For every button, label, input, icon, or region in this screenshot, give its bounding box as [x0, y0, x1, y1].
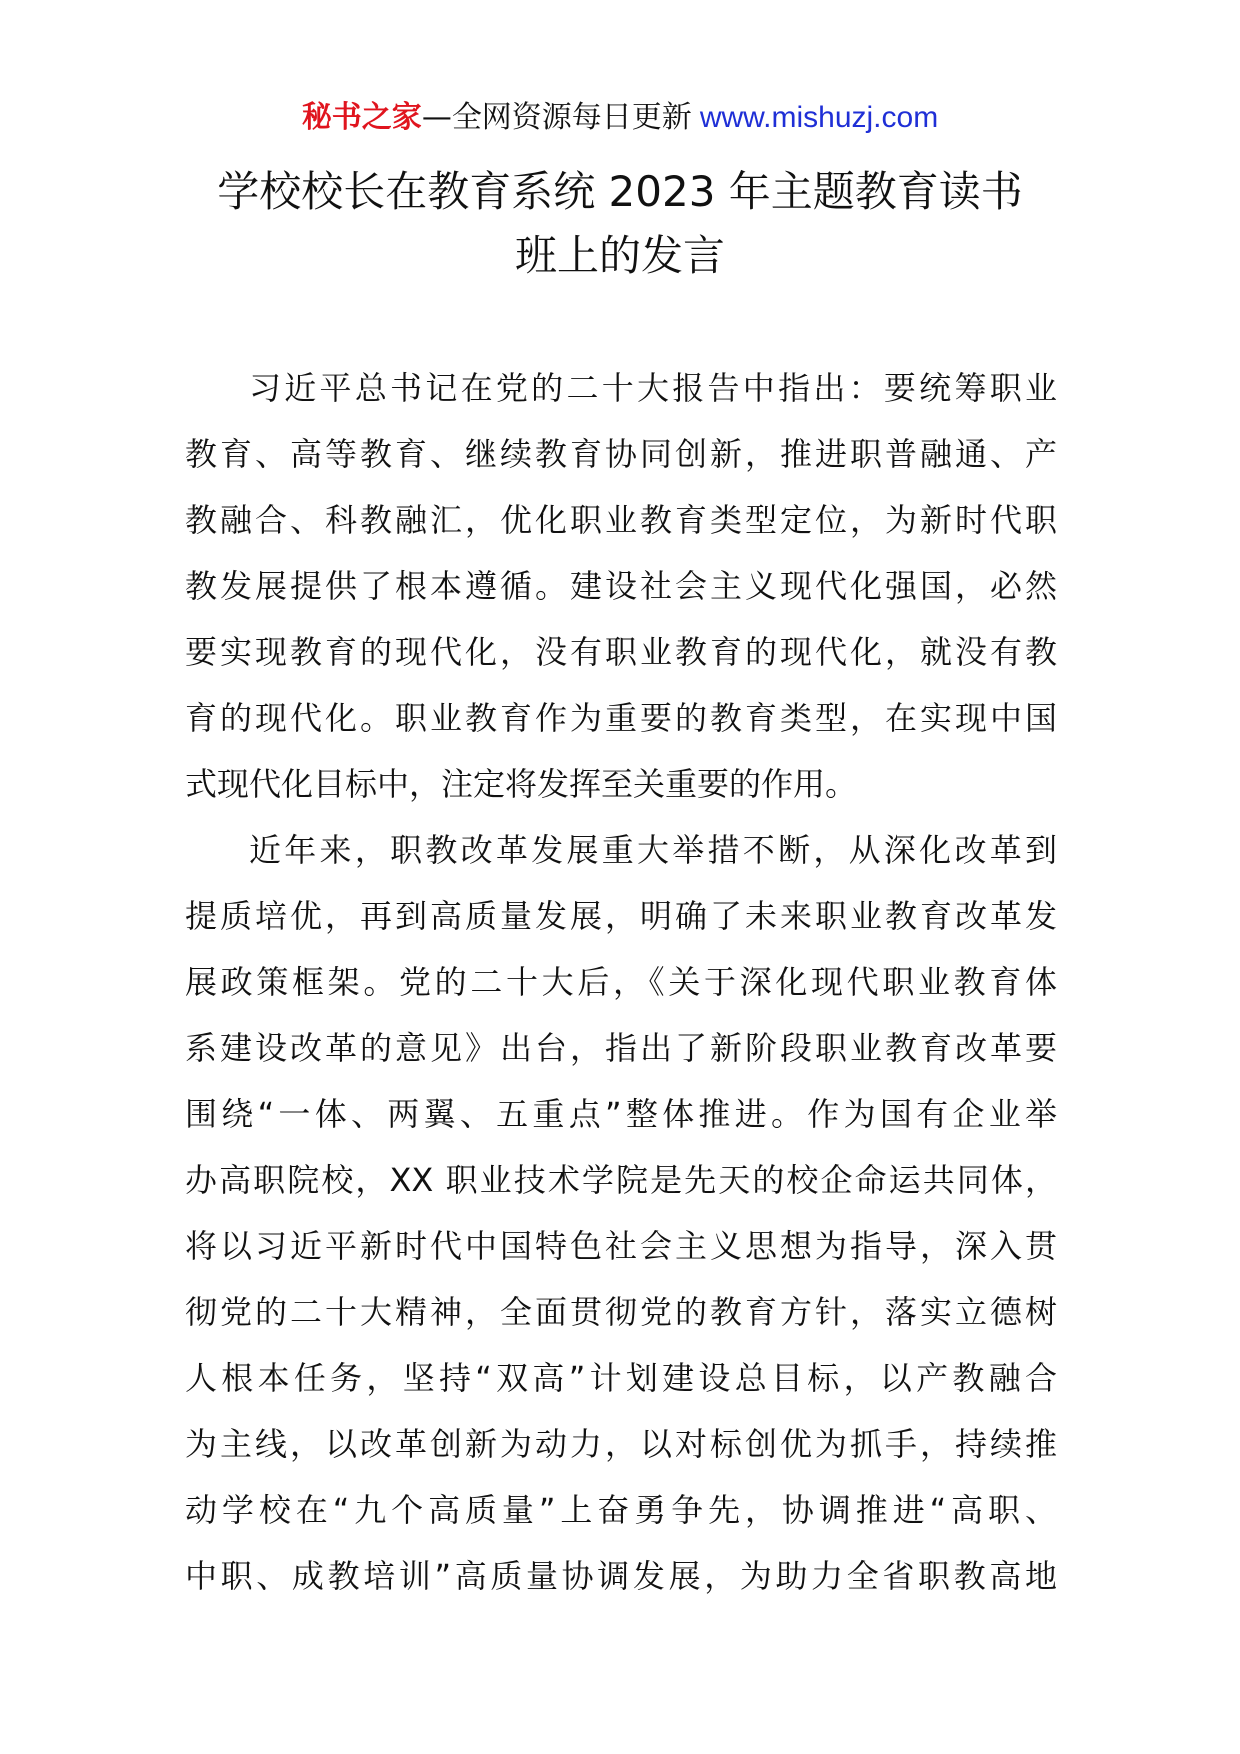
paragraph-line: 人根本任务，坚持“双高”计划建设总目标，以产教融合 [185, 1359, 1057, 1397]
paragraph-1 [185, 355, 1057, 817]
title-line-2: 班上的发言 [514, 231, 725, 280]
paragraph-line: 将以习近平新时代中国特色社会主义思想为指导，深入贯 [185, 1227, 1057, 1265]
paragraph-line: 动学校在“九个高质量”上奋勇争先，协调推进“高职、 [185, 1491, 1057, 1529]
paragraph-line: 中职、成教培训”高质量协调发展，为助力全省职教高地 [185, 1557, 1057, 1595]
title-line-1: 学校校长在教育系统 2023 年主题教育读书 [217, 167, 1023, 216]
site-url-link[interactable]: www.mishuzj.com [699, 101, 939, 134]
paragraph-line: 教发展提供了根本遵循。建设社会主义现代化强国，必然 [185, 567, 1057, 605]
paragraph-line: 育的现代化。职业教育作为重要的教育类型，在实现中国 [185, 699, 1057, 737]
paragraph-line: 展政策框架。党的二十大后，《关于深化现代职业教育体 [185, 963, 1057, 1001]
document-body [185, 355, 1057, 1609]
paragraph-line: 提质培优，再到高质量发展，明确了未来职业教育改革发 [185, 897, 1057, 935]
document-title [120, 160, 1120, 288]
brand-name: 秘书之家 [301, 100, 422, 135]
paragraph-line: 彻党的二十大精神，全面贯彻党的教育方针，落实立德树 [185, 1293, 1057, 1331]
site-header [0, 98, 1240, 138]
paragraph-line: 系建设改革的意见》出台，指出了新阶段职业教育改革要 [185, 1029, 1057, 1067]
paragraph-line: 近年来，职教改革发展重大举措不断，从深化改革到 [249, 831, 1057, 869]
paragraph-line: 要实现教育的现代化，没有职业教育的现代化，就没有教 [185, 633, 1057, 671]
paragraph-line: 式现代化目标中，注定将发挥至关重要的作用。 [185, 765, 858, 803]
paragraph-line: 围绕“一体、两翼、五重点”整体推进。作为国有企业举 [185, 1095, 1057, 1133]
paragraph-line: 教育、高等教育、继续教育协同创新，推进职普融通、产 [185, 435, 1057, 473]
paragraph-line: 为主线，以改革创新为动力，以对标创优为抓手，持续推 [185, 1425, 1057, 1463]
header-tagline: —全网资源每日更新 [421, 100, 692, 135]
paragraph-line: 办高职院校，XX 职业技术学院是先天的校企命运共同体， [185, 1161, 1057, 1199]
paragraph-2 [185, 817, 1057, 1609]
paragraph-line: 教融合、科教融汇，优化职业教育类型定位，为新时代职 [185, 501, 1057, 539]
paragraph-line: 习近平总书记在党的二十大报告中指出：要统筹职业 [249, 369, 1057, 407]
